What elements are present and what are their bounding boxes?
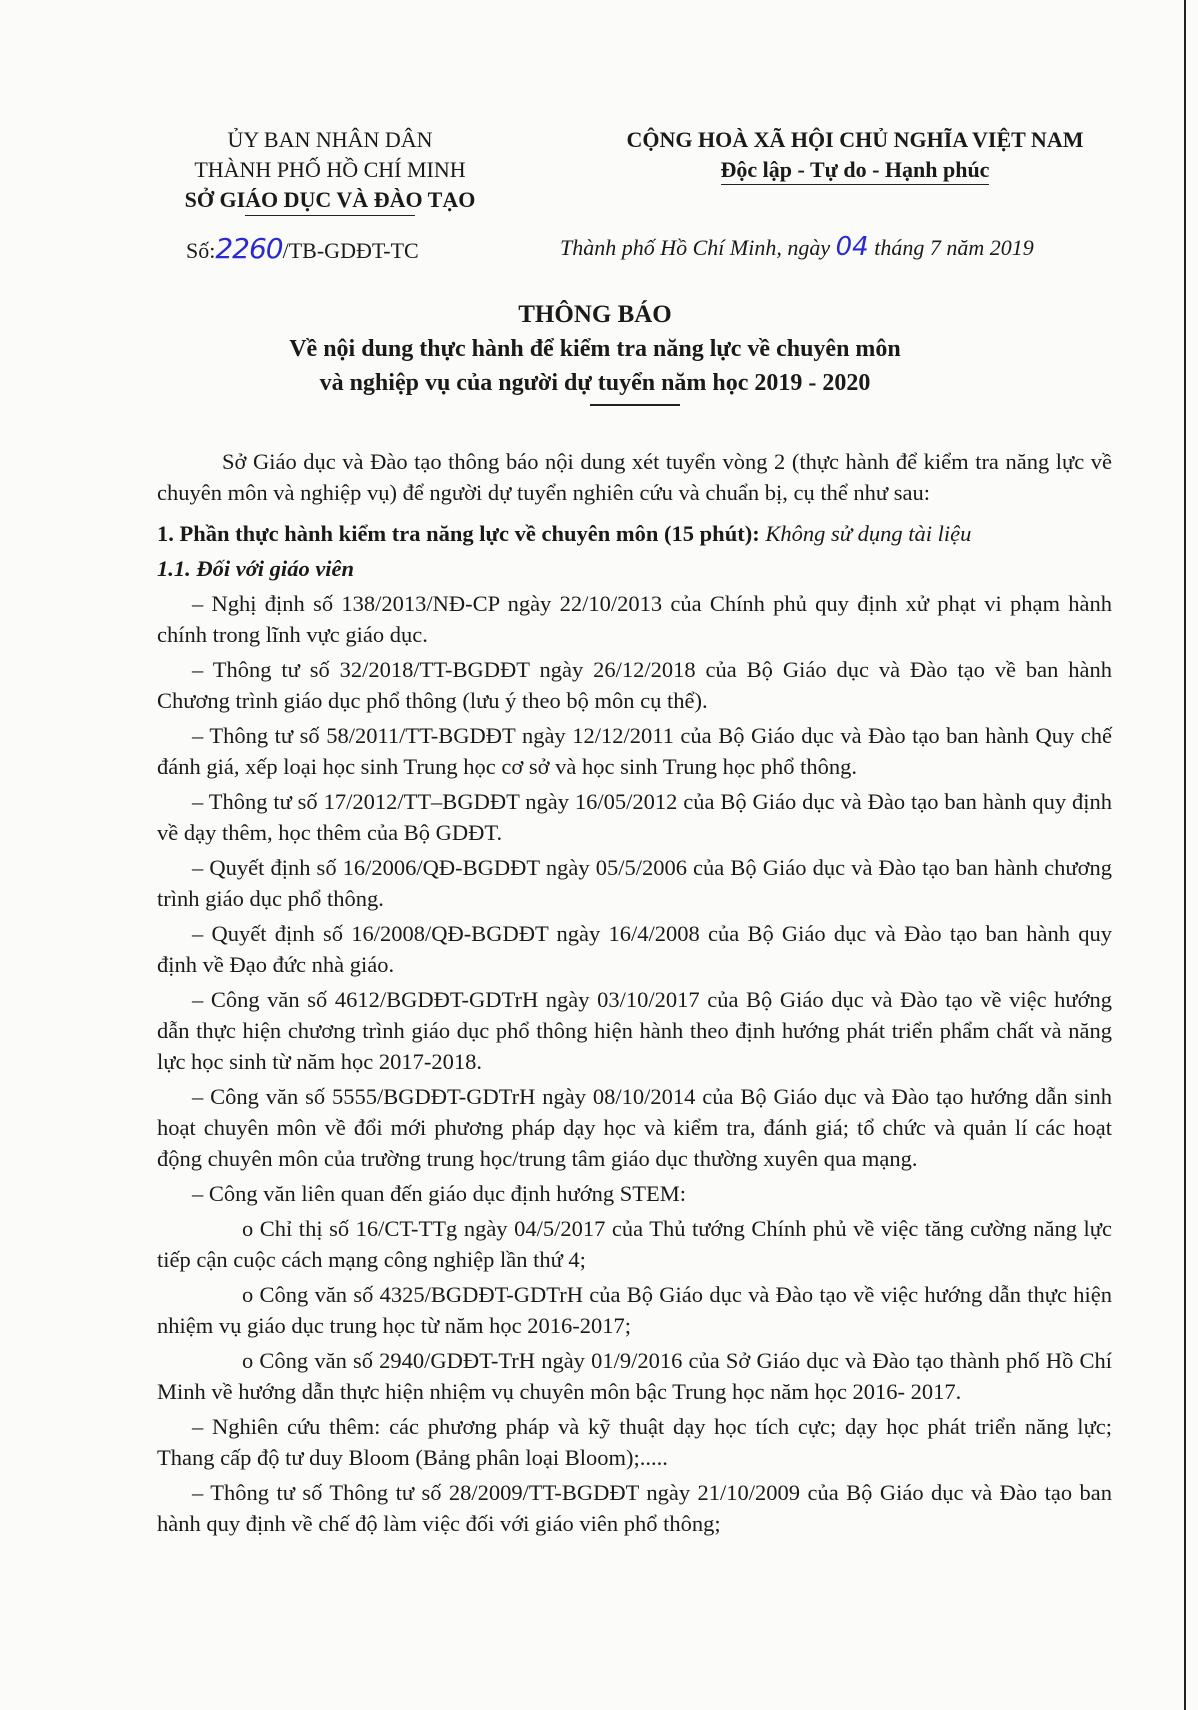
list-item: – Nghiên cứu thêm: các phương pháp và kỹ thuật dạy học tích cực; dạy học phát triển năng lực; Thang cấp độ tư duy Bloom (Bảng phân loại Bloom);.....: [157, 1414, 1112, 1470]
issuer-underline: [245, 215, 415, 216]
sub-list-item: o Chỉ thị số 16/CT-TTg ngày 04/5/2017 của Thủ tướng Chính phủ về việc tăng cường năng lực tiếp cận cuộc cách mạng công nghiệp lần thứ 4;: [157, 1216, 1112, 1272]
doc-no-suffix: /TB-GDĐT-TC: [282, 238, 419, 263]
list-item: – Công văn liên quan đến giáo dục định hướng STEM:: [192, 1181, 687, 1206]
intro-paragraph: Sở Giáo dục và Đào tạo thông báo nội dung xét tuyển vòng 2 (thực hành để kiểm tra năng lực về chuyên môn và nghiệp vụ) để người dự tuyển nghiên cứu và chuẩn bị, cụ thể như sau:: [157, 449, 1112, 505]
title-underline: [590, 404, 680, 406]
list-item: – Thông tư số 32/2018/TT-BGDĐT ngày 26/12/2018 của Bộ Giáo dục và Đào tạo về ban hành Chương trình giáo dục phổ thông (lưu ý theo bộ môn cụ thể).: [157, 657, 1112, 713]
issuer-block: [150, 125, 510, 216]
date-prefix: Thành phố Hồ Chí Minh, ngày: [560, 235, 831, 260]
sub-list-item: o Công văn số 2940/GDĐT-TrH ngày 01/9/2016 của Sở Giáo dục và Đào tạo thành phố Hồ Chí Minh về hướng dẫn thực hiện nhiệm vụ chuyên môn bậc Trung học năm học 2016- 2017.: [157, 1348, 1112, 1404]
issuer-line-2: THÀNH PHỐ HỒ CHÍ MINH: [194, 157, 466, 182]
list-item: – Quyết định số 16/2006/QĐ-BGDĐT ngày 05/5/2006 của Bộ Giáo dục và Đào tạo ban hành chương trình giáo dục phổ thông.: [157, 855, 1112, 911]
title-block: [180, 298, 1010, 400]
issuer-department: SỞ GIÁO DỤC VÀ ĐÀO TẠO: [184, 187, 476, 212]
list-item: – Thông tư số 58/2011/TT-BGDĐT ngày 12/12/2011 của Bộ Giáo dục và Đào tạo ban hành Quy chế đánh giá, xếp loại học sinh Trung học cơ sở và học sinh Trung học phổ thông.: [157, 723, 1112, 779]
document-body: [157, 446, 1112, 1543]
motto-text: Độc lập - Tự do - Hạnh phúc: [721, 157, 990, 185]
list-item: – Công văn số 4612/BGDĐT-GDTrH ngày 03/10/2017 của Bộ Giáo dục và Đào tạo về việc hướng dẫn thực hiện chương trình giáo dục phổ thông hiện hành theo định hướng phát triển phẩm chất và năng lực học sinh từ năm học 2017-2018.: [157, 987, 1112, 1074]
issuer-line-1: ỦY BAN NHÂN DÂN: [227, 127, 433, 152]
list-item: – Thông tư số 17/2012/TT–BGDĐT ngày 16/05/2012 của Bộ Giáo dục và Đào tạo ban hành quy định về dạy thêm, học thêm của Bộ GDĐT.: [157, 789, 1112, 845]
date-day-handwritten: 04: [835, 232, 869, 262]
list-item: – Thông tư số Thông tư số 28/2009/TT-BGDĐT ngày 21/10/2009 của Bộ Giáo dục và Đào tạo ban hành quy định về chế độ làm việc đối với giáo viên phổ thông;: [157, 1480, 1112, 1536]
document-subtitle-2: và nghiệp vụ của người dự tuyển năm học 2019 - 2020: [319, 370, 871, 396]
section-1-title: 1. Phần thực hành kiểm tra năng lực về chuyên môn (15 phút):: [157, 521, 760, 546]
document-number: [186, 232, 419, 265]
scan-edge-line: [1184, 0, 1186, 1710]
document-subtitle-1: Về nội dung thực hành để kiểm tra năng lực về chuyên môn: [289, 336, 901, 362]
list-item: – Quyết định số 16/2008/QĐ-BGDĐT ngày 16/4/2008 của Bộ Giáo dục và Đào tạo ban hành quy định về Đạo đức nhà giáo.: [157, 921, 1112, 977]
document-title: THÔNG BÁO: [518, 301, 672, 328]
date-suffix: tháng 7 năm 2019: [874, 235, 1034, 260]
country-name: CỘNG HOÀ XÃ HỘI CHỦ NGHĨA VIỆT NAM: [626, 127, 1084, 152]
doc-no-handwritten: 2260: [215, 232, 283, 265]
sub-list-item: o Công văn số 4325/BGDĐT-GDTrH của Bộ Giáo dục và Đào tạo về việc hướng dẫn thực hiện nhiệm vụ giáo dục trung học từ năm học 2016-2017;: [157, 1282, 1112, 1338]
motto: [555, 155, 1155, 185]
list-item: – Nghị định số 138/2013/NĐ-CP ngày 22/10/2013 của Chính phủ quy định xử phạt vi phạm hành chính trong lĩnh vực giáo dục.: [157, 591, 1112, 647]
list-item: – Công văn số 5555/BGDĐT-GDTrH ngày 08/10/2014 của Bộ Giáo dục và Đào tạo hướng dẫn sinh hoạt chuyên môn về đổi mới phương pháp dạy học và kiểm tra, đánh giá; tổ chức và quản lí các hoạt động chuyên môn của trường trung học/trung tâm giáo dục thường xuyên qua mạng.: [157, 1084, 1112, 1171]
section-1-heading: [157, 518, 1112, 549]
national-heading: [555, 125, 1155, 185]
section-1-note: Không sử dụng tài liệu: [765, 521, 972, 546]
doc-no-prefix: Số:: [186, 238, 216, 263]
subsection-1-1-heading: 1.1. Đối với giáo viên: [157, 556, 355, 581]
date-line: [560, 232, 1034, 262]
